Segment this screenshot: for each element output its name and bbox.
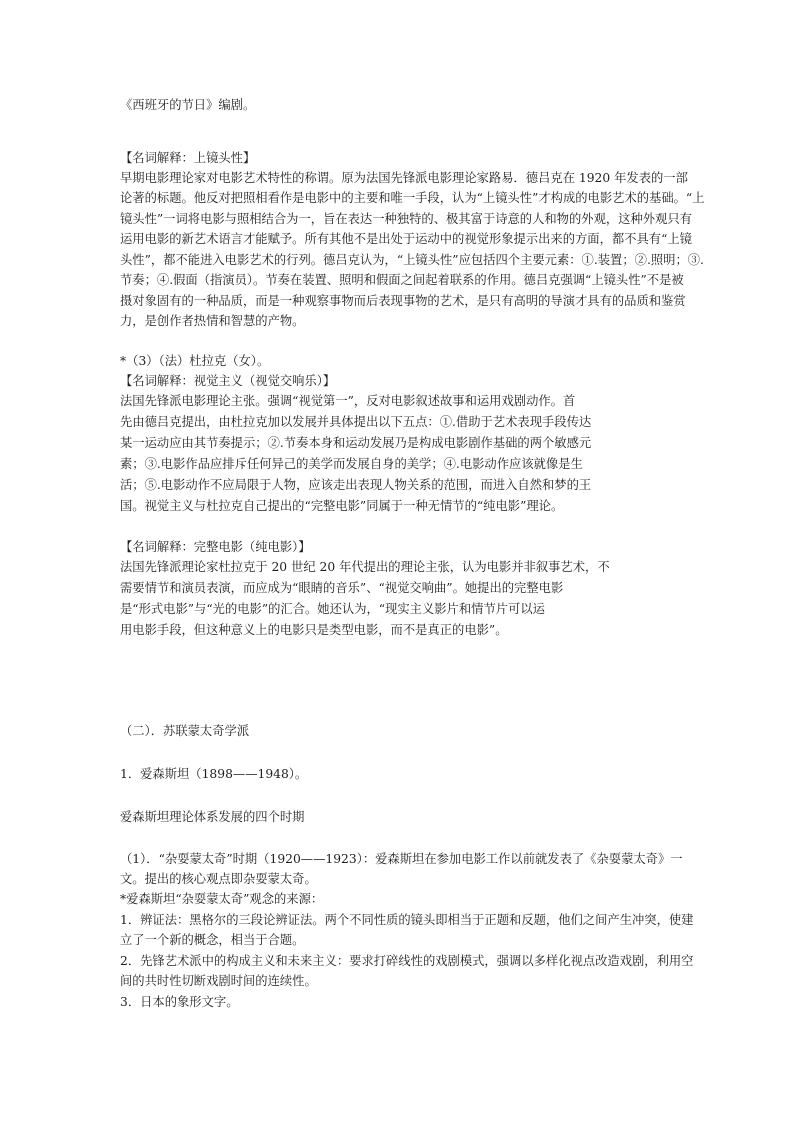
section-heading: （二）．苏联蒙太奇学派 [120,724,250,738]
text-line: 3．日本的象形文字。 [120,995,239,1009]
text-line: 节奏；④.假面（指演员）。节奏在装置、照明和假面之间起着联系的作用。德吕克强调“上镜头性”不是被 [120,273,684,287]
text-line: *爱森斯坦“杂耍蒙太奇”观念的来源： [120,892,324,906]
text-line: *（3）（法）杜拉克（女）。 [120,354,270,368]
text-line: 素；③.电影作品应排斥任何异己的美学而发展自身的美学；④.电影动作应该就像是生 [120,457,583,471]
text-line: 1．辨证法：黑格尔的三段论辨证法。两个不同性质的镜头即相当于正题和反题，他们之间产生冲突，使建 [120,913,694,927]
text-line: 用电影手段，但这种意义上的电影只是类型电影，而不是真正的电影”。 [120,623,508,637]
text-line: 立了一个新的概念，相当于合题。 [120,933,305,947]
text-line: 法国先锋派理论家杜拉克于 20 世纪 20 年代提出的理论主张，认为电影并非叙事艺术，不 [120,560,610,574]
text-line: 国。视觉主义与杜拉克自己提出的“完整电影”同属于一种无情节的“纯电影”理论。 [120,499,564,513]
term-heading: 【名词解释：上镜头性】 [120,151,256,165]
text-line: 某一运动应由其节奏提示；②.节奏本身和运动发展乃是构成电影剧作基础的两个敏感元 [120,436,592,450]
text-line: 运用电影的新艺术语言才能赋予。所有其他不是出处于运动中的视觉形象提示出来的方面，都不具有“上镜 [120,232,692,246]
text-line: 活；⑤.电影动作不应局限于人物，应该走出表现人物关系的范围，而进入自然和梦的王 [120,478,592,492]
text-line: 2．先锋艺术派中的构成主义和未来主义：要求打碎线性的戏剧模式，强调以多样化视点改造戏剧，利用空 [120,954,694,968]
text-line: 1．爱森斯坦（1898——1948）。 [120,767,308,781]
text-line: 论著的标题。他反对把照相看作是电影中的主要和唯一手段，认为“上镜头性”才构成的电影艺术的基础。“上 [120,191,705,205]
text-line: 需要情节和演员表演，而应成为“眼睛的音乐”、“视觉交响曲”。她提出的完整电影 [120,581,564,595]
text-line: 摄对象固有的一种品质，而是一种观察事物而后表现事物的艺术，是只有高明的导演才具有的品质和鉴赏 [120,294,686,308]
text-line: 文。提出的核心观点即杂耍蒙太奇。 [120,872,317,886]
text-line: 间的共时性切断戏剧时间的连续性。 [120,974,317,988]
text-line: 早期电影理论家对电影艺术特性的称谓。原为法国先锋派电影理论家路易．德吕克在 1920 年发表的一部 [120,171,688,185]
text-line: 头性”，都不能进入电影艺术的行列。德吕克认为，“上镜头性”应包括四个主要元素：①.装置；②.照明；③. [120,253,704,267]
text-line: 是“形式电影”与“光的电影”的汇合。她还认为，“现实主义影片和情节片可以运 [120,602,545,616]
text-line: 镜头性”一词将电影与照相结合为一，旨在表达一种独特的、极其富于诗意的人和物的外观，这种外观只有 [120,212,692,226]
text-line: 先由德吕克提出，由杜拉克加以发展并具体提出以下五点：①.借助于艺术表现手段传达 [120,415,592,429]
text-line: 法国先锋派电影理论主张。强调“视觉第一”，反对电影叙述故事和运用戏剧动作。首 [120,394,576,408]
term-heading: 【名词解释：完整电影（纯电影）】 [120,540,311,554]
term-heading: 【名词解释：视觉主义（视觉交响乐）】 [120,374,336,388]
text-line: 力，是创作者热情和智慧的产物。 [120,314,305,328]
text-line: （1）．“杂耍蒙太奇”时期（1920——1923）：爱森斯坦在参加电影工作以前就发表了《杂耍蒙太奇》一 [120,852,683,866]
text-line: 《西班牙的节日》编剧。 [120,98,256,112]
text-line: 爱森斯坦理论体系发展的四个时期 [120,810,305,824]
